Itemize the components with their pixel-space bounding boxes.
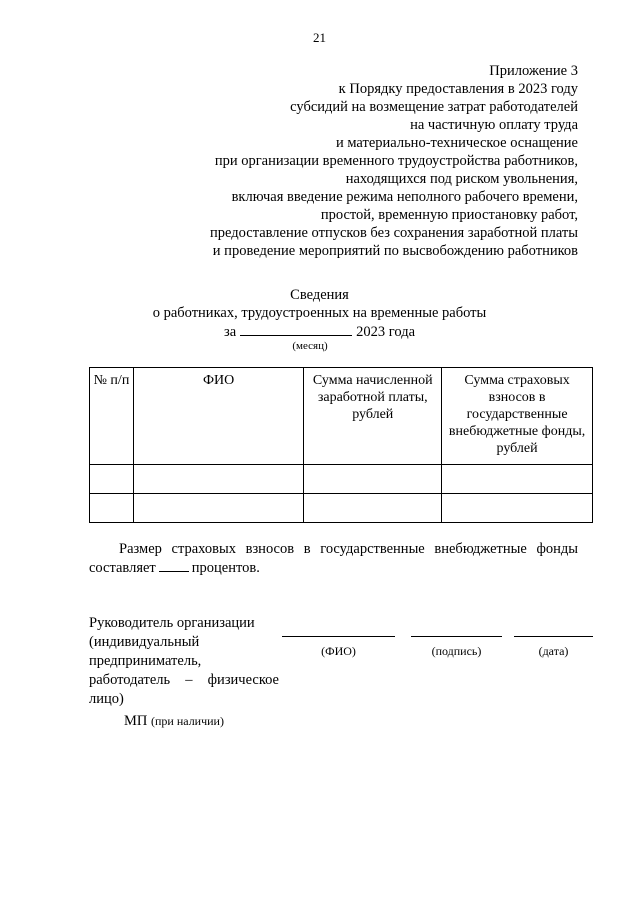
table-row [90, 465, 593, 494]
appendix-line: находящихся под риском увольнения, [345, 171, 578, 187]
signatory-line: Руководитель организации [89, 615, 255, 631]
date-line[interactable] [514, 636, 593, 637]
stamp-label: МП [124, 713, 148, 729]
appendix-line: предоставление отпусков без сохранения заработной платы [210, 225, 578, 241]
appendix-line: на частичную оплату труда [410, 117, 578, 133]
table-row [90, 494, 593, 523]
paragraph-line: Размер страховых взносов в государственные внебюджетные фонды [119, 541, 578, 557]
paragraph-prefix: составляет [89, 560, 156, 576]
month-caption: (месяц) [292, 340, 328, 352]
date-caption: (дата) [538, 644, 569, 658]
signatory-line: (индивидуальный [89, 634, 200, 650]
appendix-line: Приложение 3 [489, 63, 578, 79]
header-salary: Сумма начисленной заработной платы, рублей [304, 368, 442, 465]
contribution-paragraph [89, 540, 578, 578]
header-contributions: Сумма страховых взносов в государственные внебюджетные фонды, рублей [442, 368, 593, 465]
title-subheading: о работниках, трудоустроенных на временные работы [152, 305, 487, 321]
percent-blank-field[interactable] [159, 559, 189, 572]
signatory-line: работодатель – физическое [89, 672, 279, 688]
appendix-line: к Порядку предоставления в 2023 году [338, 81, 578, 97]
page-number: 21 [313, 30, 326, 45]
workers-table [89, 367, 593, 523]
appendix-header [210, 62, 578, 260]
table-cell[interactable] [90, 465, 134, 494]
signatory-line: предприниматель, [89, 653, 202, 669]
signatory-label [89, 614, 279, 709]
appendix-line: субсидий на возмещение затрат работодателей [290, 99, 578, 115]
document-title [0, 286, 639, 341]
table-header-row [90, 368, 593, 465]
title-heading: Сведения [290, 287, 349, 303]
fio-caption: (ФИО) [321, 644, 356, 658]
table-cell[interactable] [90, 494, 134, 523]
signatory-line: лицо) [89, 691, 124, 707]
stamp-note: (при наличии) [151, 714, 224, 728]
month-blank-field[interactable] [240, 322, 352, 336]
header-number: № п/п [90, 368, 134, 465]
appendix-line: при организации временного трудоустройства работников, [214, 153, 578, 169]
appendix-line: простой, временную приостановку работ, [320, 207, 578, 223]
appendix-line: и проведение мероприятий по высвобождению работников [212, 243, 578, 259]
table-cell[interactable] [133, 494, 303, 523]
period-suffix: 2023 года [356, 324, 416, 340]
title-period [0, 322, 639, 341]
stamp-area [124, 713, 224, 730]
appendix-line: и материально-техническое оснащение [335, 135, 578, 151]
signature-line[interactable] [411, 636, 502, 637]
table-cell[interactable] [442, 465, 593, 494]
table-cell[interactable] [304, 465, 442, 494]
appendix-line: включая введение режима неполного рабочего времени, [231, 189, 578, 205]
period-prefix: за [223, 324, 237, 340]
paragraph-suffix: процентов. [191, 560, 260, 576]
table-cell[interactable] [442, 494, 593, 523]
signature-caption: (подпись) [431, 644, 482, 658]
table-cell[interactable] [304, 494, 442, 523]
table-cell[interactable] [133, 465, 303, 494]
fio-line[interactable] [282, 636, 395, 637]
header-fio: ФИО [133, 368, 303, 465]
